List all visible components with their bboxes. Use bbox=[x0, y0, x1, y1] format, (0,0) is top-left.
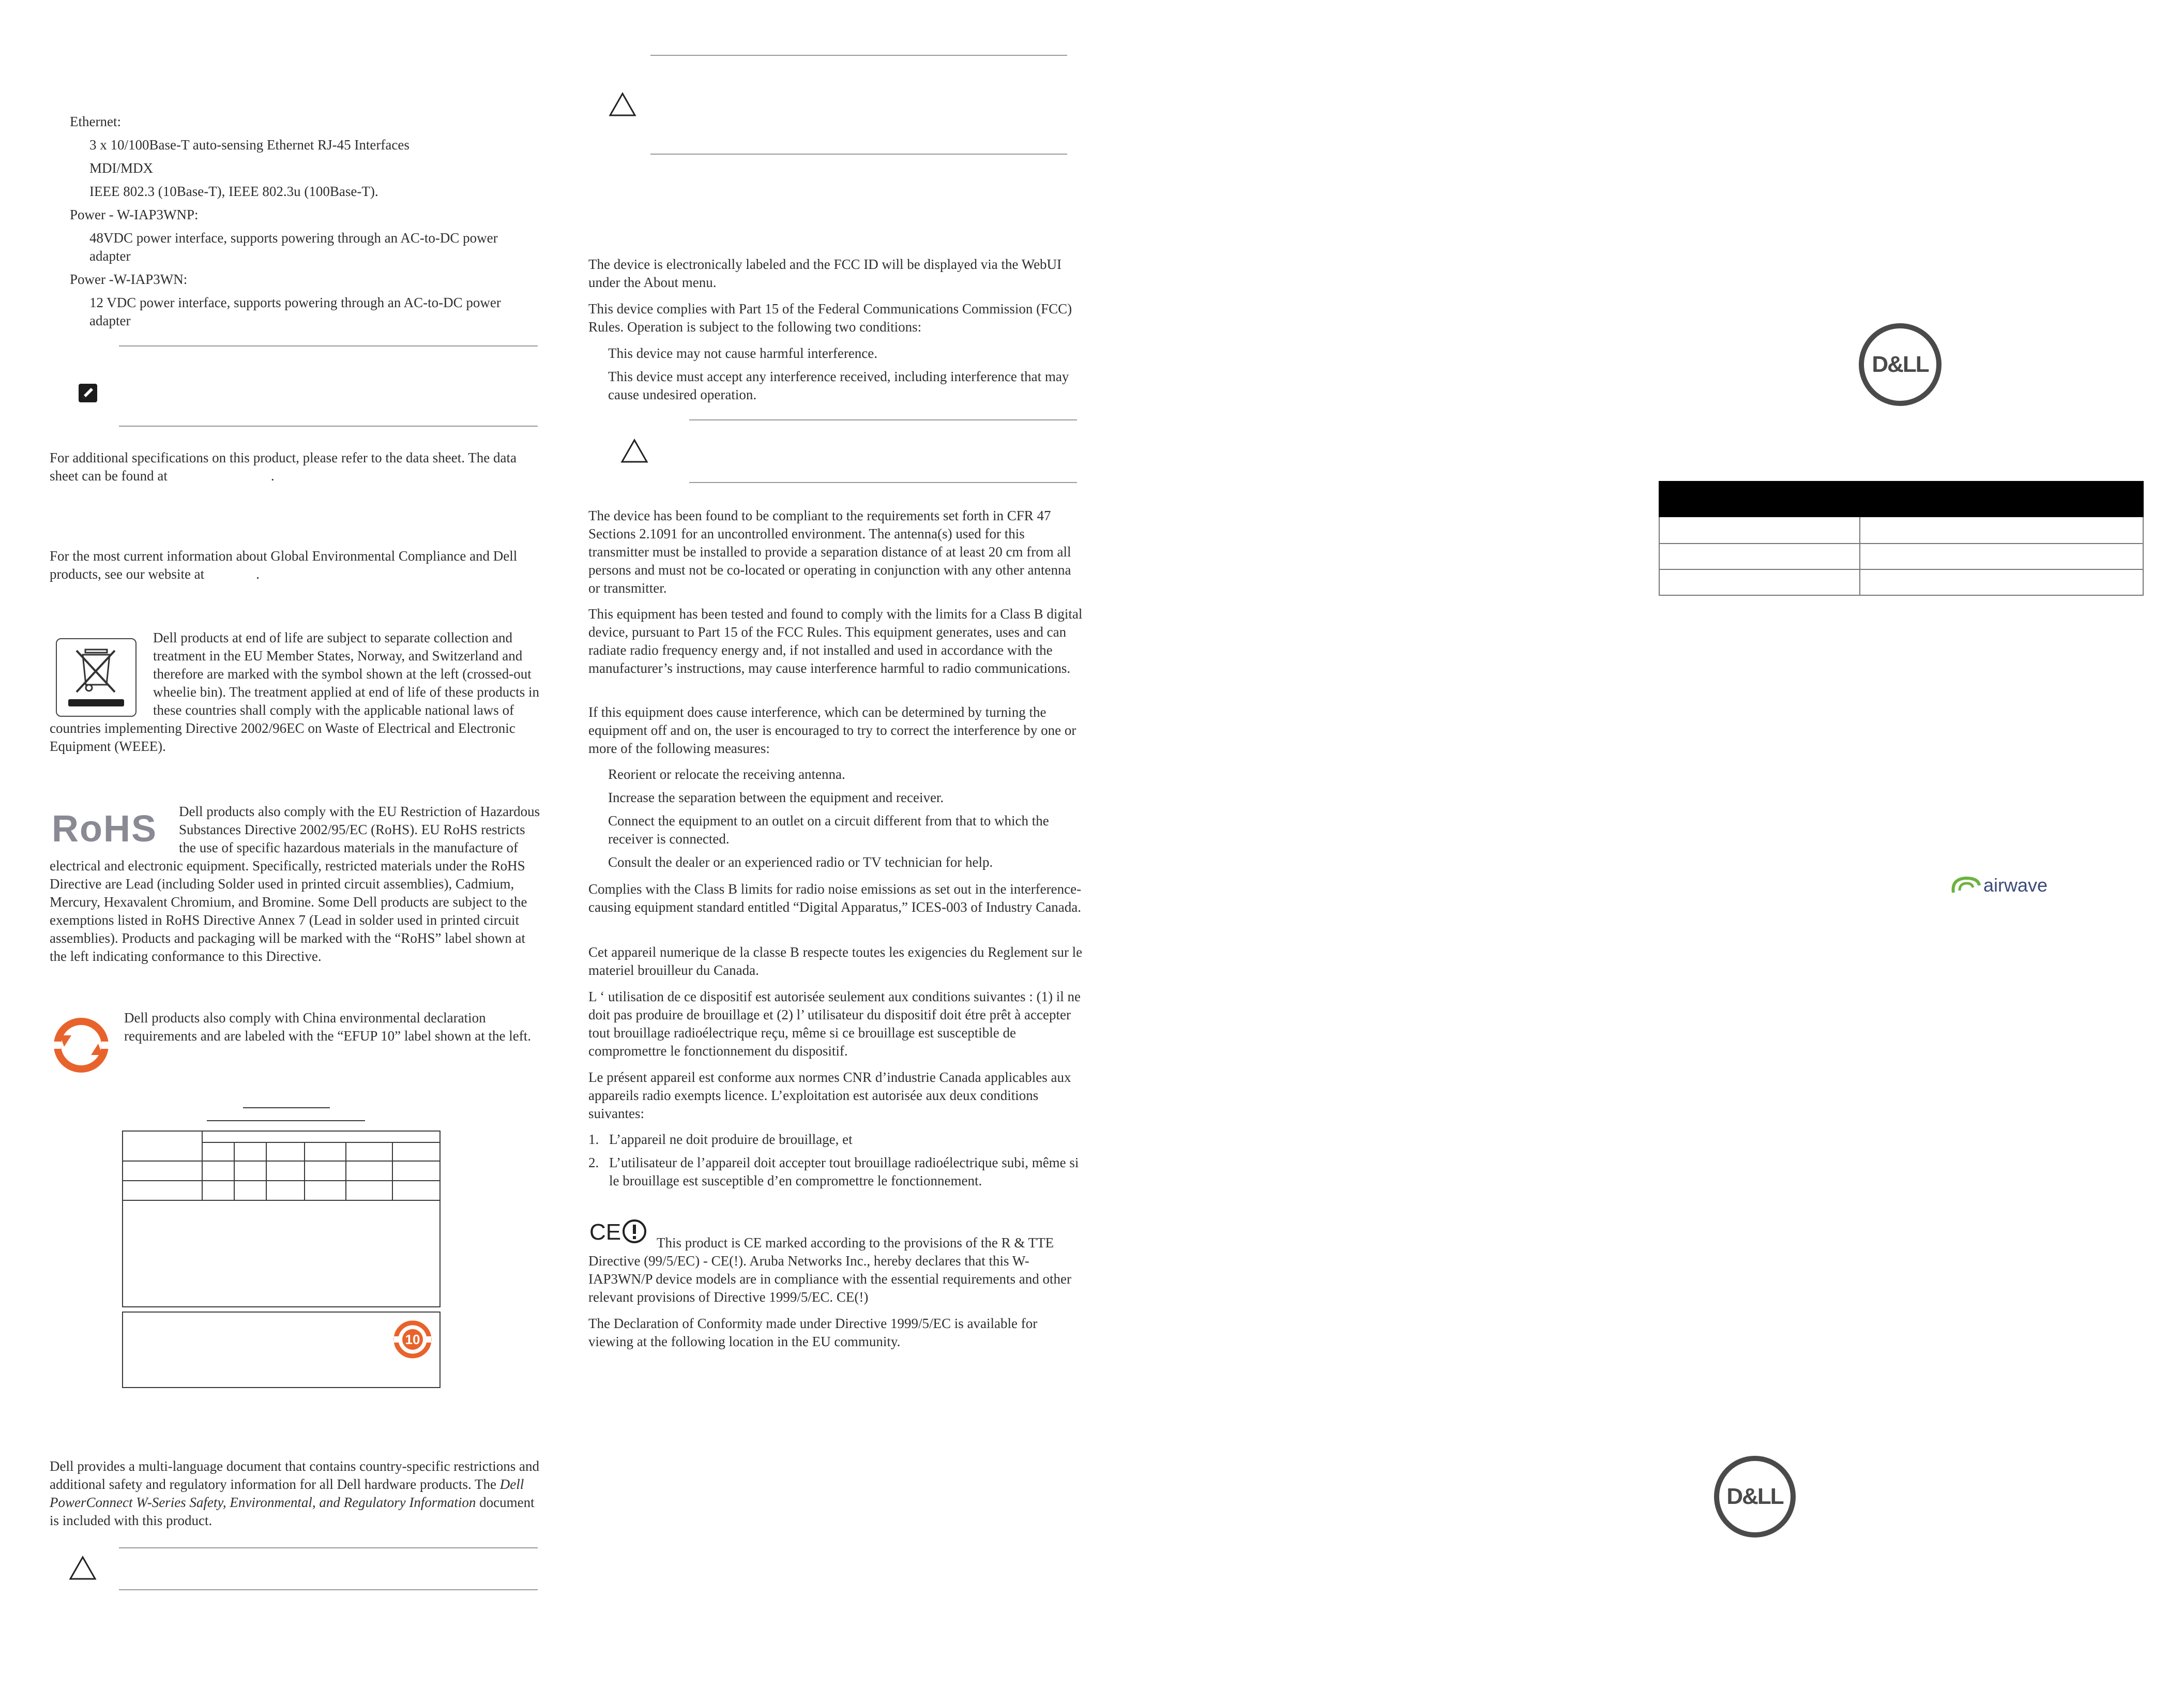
datasheet-paragraph: For additional specifications on this product, please refer to the data sheet. The data sheet can be found at . bbox=[50, 450, 517, 484]
fcc-label-paragraph: The device is electronically labeled and the FCC ID will be displayed via the WebUI under the About menu. bbox=[588, 257, 1062, 290]
divider bbox=[650, 55, 1067, 56]
doc-paragraph: The Declaration of Conformity made under Directive 1999/5/EC is available for viewing at the following location in the EU community. bbox=[588, 1316, 1038, 1349]
rohs-logo: RoHS bbox=[52, 808, 157, 850]
caution-icon bbox=[620, 439, 648, 463]
caution-icon bbox=[69, 1556, 97, 1580]
divider bbox=[689, 482, 1077, 483]
efup-label-box bbox=[122, 1312, 441, 1388]
caution-icon bbox=[609, 92, 636, 117]
list-item: Increase the separation between the equipment and receiver. bbox=[608, 790, 944, 805]
list-item: This device may not cause harmful interference. bbox=[608, 345, 878, 361]
divider bbox=[119, 345, 538, 346]
divider bbox=[650, 154, 1067, 155]
ce-paragraph: This product is CE marked according to the provisions of the R & TTE Directive (99/5/EC) - CE(!). Aruba Networks Inc., hereby declares that this W-IAP3WN/P device models are in compliance with the essential requirements and other relevant provisions of Directive 1999/5/EC. CE(!) bbox=[588, 1235, 1071, 1305]
spec-line: IEEE 802.3 (10Base-T), IEEE 802.3u (100Base-T). bbox=[89, 184, 378, 199]
info-table bbox=[1659, 481, 2144, 596]
list-item: 2. L’utilisateur de l’appareil doit accepter tout brouillage radioélectrique subi, même si le brouillage est susceptible d’en compromettre le fonctionnement. bbox=[588, 1155, 1079, 1188]
weee-paragraph: Dell products at end of life are subject to separate collection and treatment in the EU Member States, Norway, and Switzerland and therefore are marked with the symbol shown at the left (crossed-out wheelie bin). The treatment applied at end of life of these products in these countries shall comply with the applicable national laws of countries implementing Directive 2002/96EC on Waste of Electrical and Electronic Equipment (WEEE). bbox=[50, 630, 539, 754]
list-item: Consult the dealer or an experienced radio or TV technician for help. bbox=[608, 854, 993, 870]
airwave-logo: airwave bbox=[1949, 873, 2063, 899]
list-item: Connect the equipment to an outlet on a circuit different from that to which the receiver is connected. bbox=[608, 813, 1049, 847]
spec-list bbox=[70, 113, 535, 335]
spec-line: Power - W-IAP3WNP: bbox=[70, 207, 199, 222]
list-item: This device must accept any interference received, including interference that may cause undesired operation. bbox=[608, 369, 1069, 402]
french-paragraph-1: Cet appareil numerique de la classe B respecte toutes les exigencies du Reglement sur le materiel brouilleur du Canada. bbox=[588, 944, 1083, 978]
hazard-table bbox=[122, 1131, 441, 1307]
class-b-paragraph: This equipment has been tested and found to comply with the limits for a Class B digital device, pursuant to Part 15 of the FCC Rules. This equipment generates, uses and can radiate radio frequency energy and, if not installed and used in accordance with the manufacturer’s instructions, may cause interference harmful to radio communications. bbox=[588, 606, 1083, 676]
note-icon bbox=[78, 383, 98, 403]
china-paragraph: Dell products also comply with China environmental declaration requirements and are labeled with the “EFUP 10” label shown at the left. bbox=[124, 1010, 531, 1044]
measures-list bbox=[608, 765, 1084, 871]
rohs-paragraph: Dell products also comply with the EU Restriction of Hazardous Substances Directive 2002/95/EC (RoHS). EU RoHS restricts the use of specific hazardous materials in the manufacture of electrical and electronic equipment. Specifically, restricted materials under the RoHS Directive are Lead (including Solder used in printed circuit assemblies), Cadmium, Mercury, Hexavalent Chromium, and Bromine. Some Dell products are subject to the exemptions listed in RoHS Directive Annex 7 (Lead in solder used in printed circuit assemblies). Products and packaging will be marked with the “RoHS” label shown at the left indicating conformance to this Directive. bbox=[50, 804, 540, 964]
french-paragraph-2: L ‘ utilisation de ce dispositif est autorisée seulement aux conditions suivantes : (1) il ne doit pas produire de brouillage et (2) l’ utilisateur du dispositif doit étre prêt à accepter tout brouillage radioélectrique reçu, même si ce brouillage est susceptible de compromettre le fonctionnement du dispositif. bbox=[588, 989, 1081, 1059]
divider bbox=[689, 419, 1077, 420]
efup-10-icon bbox=[393, 1320, 432, 1359]
ices-paragraph: Complies with the Class B limits for radio noise emissions as set out in the interference-causing equipment standard entitled “Digital Apparatus,” ICES-003 of Industry Canada. bbox=[588, 881, 1082, 915]
french-paragraph-3: Le présent appareil est conforme aux normes CNR d’industrie Canada applicables aux appareils radio exempts licence. L’exploitation est autorisée aux deux conditions suivantes: bbox=[588, 1069, 1071, 1121]
spec-line: Power -W-IAP3WN: bbox=[70, 272, 188, 287]
french-list bbox=[588, 1131, 1085, 1190]
divider bbox=[119, 426, 538, 427]
dell-logo: D&LL bbox=[1858, 323, 1942, 406]
ce-mark-icon: CE bbox=[589, 1218, 651, 1246]
list-item: Reorient or relocate the receiving antenna. bbox=[608, 766, 845, 782]
spec-line: 12 VDC power interface, supports powering through an AC-to-DC power adapter bbox=[89, 295, 501, 328]
divider bbox=[119, 1547, 538, 1548]
list-item: 1. L’appareil ne doit produire de brouillage, et bbox=[588, 1132, 853, 1147]
fcc-conditions-list bbox=[608, 344, 1084, 404]
spec-line: 3 x 10/100Base-T auto-sensing Ethernet RJ-45 Interfaces bbox=[89, 137, 410, 153]
environment-paragraph: For the most current information about Global Environmental Compliance and Dell products, see our website at . bbox=[50, 548, 518, 582]
table-subtitle-line bbox=[207, 1120, 365, 1121]
spec-line: MDI/MDX bbox=[89, 160, 154, 176]
interference-paragraph: If this equipment does cause interference, which can be determined by turning the equipment off and on, the user is encouraged to try to correct the interference by one or more of the following measures: bbox=[588, 704, 1076, 756]
spec-line: Ethernet: bbox=[70, 114, 121, 129]
efup-recycle-icon bbox=[51, 1015, 112, 1076]
table-header bbox=[1659, 481, 2143, 517]
divider bbox=[119, 1589, 538, 1590]
multilang-paragraph: Dell provides a multi-language document that contains country-specific restrictions and additional safety and regulatory information for all Dell hardware products. The Dell PowerConnect W-Series Safety, Environmental, and Regulatory Information document is included with this product. bbox=[50, 1458, 539, 1528]
table-title-line bbox=[243, 1107, 330, 1108]
fcc-part15-paragraph: This device complies with Part 15 of the Federal Communications Commission (FCC) Rules. Operation is subject to the following two conditions: bbox=[588, 301, 1072, 335]
rf-exposure-paragraph: The device has been found to be compliant to the requirements set forth in CFR 47 Sections 2.1091 for an uncontrolled environment. The antenna(s) used for this transmitter must be installed to provide a separation distance of at least 20 cm from all persons and must not be co-located or operating in conjunction with any other antenna or transmitter. bbox=[588, 508, 1071, 596]
efup-number: 10 bbox=[405, 1332, 420, 1347]
spec-line: 48VDC power interface, supports powering through an AC-to-DC power adapter bbox=[89, 230, 498, 264]
dell-logo: D&LL bbox=[1713, 1455, 1796, 1538]
